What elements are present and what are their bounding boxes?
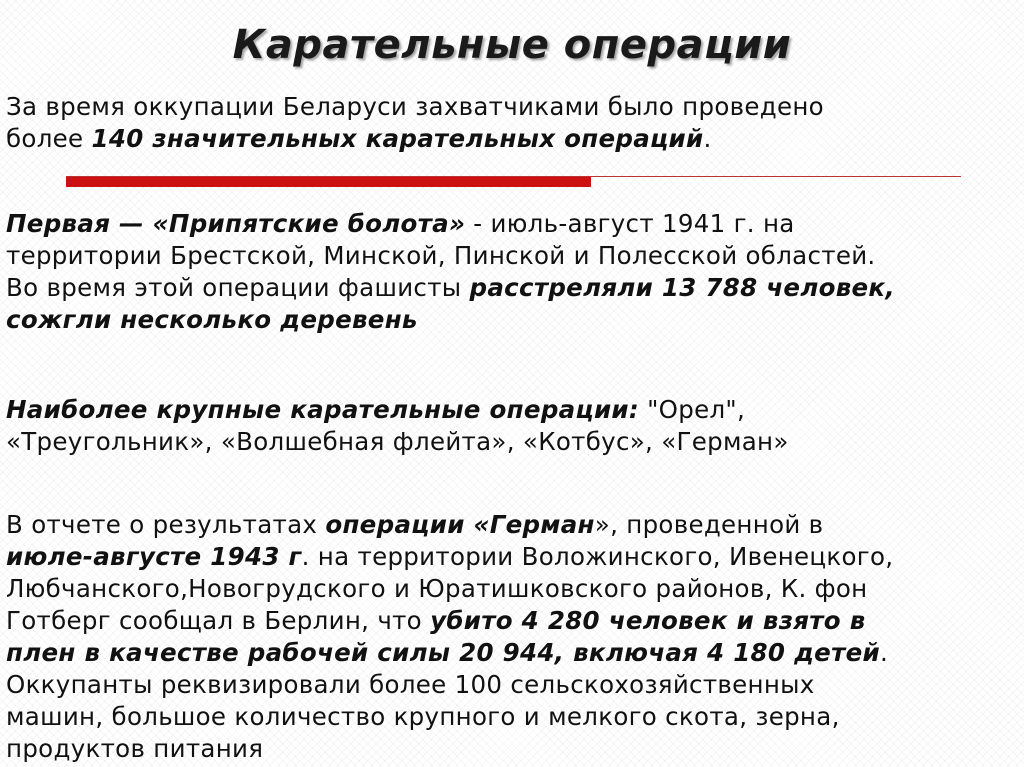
first-operation-date: - июль-август 1941 г. на	[465, 209, 795, 238]
red-divider	[66, 172, 961, 186]
largest-operations-paragraph	[6, 394, 1016, 458]
first-operation-paragraph	[6, 208, 1016, 336]
report-text-3: . на территории Воложинского, Ивенецкого,	[301, 542, 894, 571]
intro-paragraph	[6, 91, 1016, 155]
report-line-5	[6, 637, 1016, 669]
report-captured: плен в качестве рабочей силы 20 944, включая 4 180 детей	[6, 638, 880, 667]
largest-line-2: «Треугольник», «Волшебная флейта», «Котбус», «Герман»	[6, 427, 789, 456]
report-text-1: В отчете о результатах	[6, 510, 326, 539]
report-text-4: Готберг сообщал в Берлин, что	[6, 606, 431, 635]
report-line-1	[6, 509, 1016, 541]
report-line-7: машин, большое количество крупного и мелкого скота, зерна,	[6, 702, 840, 731]
first-text: Во время этой операции фашисты	[6, 273, 470, 302]
report-line-3: Любчанского,Новогрудского и Юратишковского районов, К. фон	[6, 574, 868, 603]
divider-thick-bar	[66, 177, 591, 187]
report-paragraph	[6, 509, 1016, 765]
report-date: июле-августе 1943 г	[6, 542, 302, 571]
first-line-2: территории Брестской, Минской, Пинской и Полесской областей.	[6, 241, 876, 270]
report-killed: убито 4 280 человек и взято в	[430, 606, 866, 635]
largest-heading: Наиболее крупные карательные операции:	[6, 395, 639, 424]
first-operation-name: Первая — «Припятские болота»	[6, 209, 466, 238]
first-line-3	[6, 272, 1016, 304]
report-text-2: », проведенной в	[594, 510, 824, 539]
slide-title: Карательные операции	[232, 22, 792, 68]
first-line-1	[6, 208, 1016, 240]
largest-line-1	[6, 394, 1016, 426]
intro-period: .	[703, 124, 712, 153]
report-period: .	[879, 638, 889, 667]
operations-count: 140 значительных карательных операций	[91, 124, 704, 153]
intro-text: более	[6, 124, 92, 153]
largest-first-name: "Орел",	[639, 395, 746, 424]
first-line-4: сожгли несколько деревень	[6, 305, 418, 334]
report-line-6: Оккупанты реквизировали более 100 сельскохозяйственных	[6, 670, 815, 699]
intro-line-2	[6, 123, 1016, 155]
report-line-2	[6, 541, 1016, 573]
first-victims: расстреляли 13 788 человек,	[469, 273, 895, 302]
report-operation-name: операции «Герман	[325, 510, 595, 539]
report-line-8: продуктов питания	[6, 734, 264, 763]
intro-line-1: За время оккупации Беларуси захватчиками было проведено	[6, 92, 824, 121]
report-line-4	[6, 605, 1016, 637]
